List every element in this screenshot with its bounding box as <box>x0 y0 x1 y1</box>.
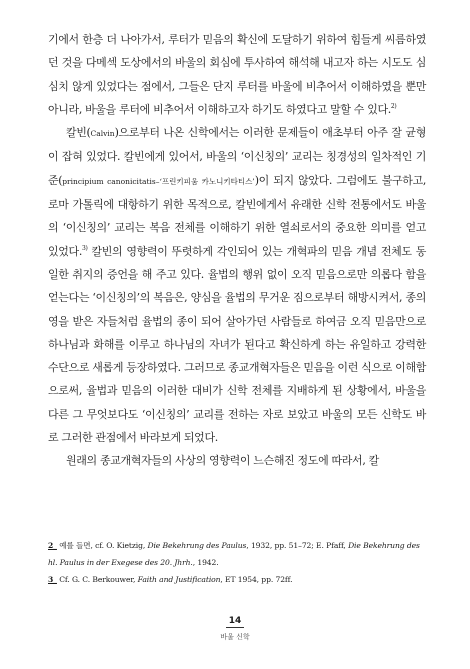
paragraph-2-text-c: )이 되지 않았다. 그럼에도 불구하고, 로마 가톨릭에 대항하기 위한 목적으로, 칼빈에게서 유래한 신학 전통에서도 바울의 ‘이신칭의’ 교리는 복음 전체를 이해하기 위한 열쇠로서의 중요한 의미를 얻고 있었다. <box>48 173 426 258</box>
running-book-title: 바울 신학 <box>220 633 250 641</box>
footnote-ref-3[interactable]: 3) <box>81 244 88 252</box>
footnote-text: , ET 1954, pp. 72ff. <box>220 575 293 584</box>
paragraph-2-text-d: 칼빈의 영향력이 뚜렷하게 각인되어 있는 개혁파의 믿음 개념 전체도 동일한 취지의 증언을 해 주고 있다. 율법의 행위 없이 오직 믿음으로만 의롭다 함을 얻는다는 ‘이신칭의’의 복음은, 양심을 율법의 무거운 짐으로부터 해방시켜서, 종의 영을 받은 자들처럼 율법의 종이 되어 살아가던 사람들로 하여금 오직 믿음만으로 하나님과 화해를 이루고 하나님의 자녀가 된다고 확신하게 하는 유일하고 강력한 수단으로 새롭게 등장하였다. 그러므로 종교개혁자들은 믿음을 이런 식으로 이해함으로써, 율법과 믿음의 이러한 대비가 신학 전체를 지배하게 된 상황에서, 바울을 다른 그 무엇보다도 ‘이신칭의’ 교리를 전하는 자로 보았고 바울의 모든 신학도 바로 그러한 관점에서 바라보게 되었다. <box>48 244 426 445</box>
latin-term: principium canonicitatis–‘프린키피움 카노니키타티스’ <box>62 176 255 186</box>
page-number: 14 <box>226 616 245 628</box>
footnote-number: 3_ <box>48 575 57 584</box>
body-text <box>48 28 426 473</box>
folio <box>0 608 470 642</box>
calvin-latin-name: Calvin <box>90 129 115 139</box>
paragraph-3 <box>48 449 426 472</box>
footnote-book-title: Die Bekehrung des hl. Paulus in der Exegese des 20. Jhrh <box>48 541 420 567</box>
footnote-number: 2_ <box>48 541 57 550</box>
footnote-2 <box>48 537 426 571</box>
footnote-book-title: Faith and Justification <box>137 575 221 584</box>
paragraph-2-text-a: 칼빈( <box>66 126 91 140</box>
paragraph-3-text: 원래의 종교개혁자들의 사상의 영향력이 느슨해진 정도에 따라서, 칼 <box>66 454 379 468</box>
paragraph-2-text-b: )으로부터 나온 신학에서는 이러한 문제들이 애초부터 아주 잘 균형이 잡혀 있었다. 칼빈에게 있어서, 바울의 ‘이신칭의’ 교리는 칭경성의 일차적인 기준( <box>48 126 426 187</box>
footnote-text: , 1932, pp. 51–72; E. Pfaff, <box>246 541 349 550</box>
footnote-text: ., 1942. <box>190 558 219 567</box>
footnote-text: Cf. G. C. Berkouwer, <box>56 575 138 584</box>
footnotes <box>48 537 426 588</box>
footnote-ref-2[interactable]: 2) <box>390 102 397 110</box>
footnote-book-title: Die Bekehrung des Paulus <box>147 541 247 550</box>
paragraph-2 <box>48 121 426 449</box>
paragraph-1 <box>48 28 426 121</box>
paragraph-1-text: 기에서 한층 더 나아가서, 루터가 믿음의 확신에 도달하기 위하여 힘들게 씨름하였던 것을 다메섹 도상에서의 바울의 회심에 투사하여 해석해 내고자 하는 시도도 심심치 않게 있었다는 점에서, 그들은 단지 루터를 바울에 비추어서 이해하였을 뿐만 아니라, 바울을 루터에 비추어서 이해하고자 하기도 하였다고 말할 수 있다. <box>48 33 426 116</box>
footnote-text: 예를 들면, cf. O. Kietzig, <box>56 541 148 550</box>
footnote-3 <box>48 571 426 588</box>
